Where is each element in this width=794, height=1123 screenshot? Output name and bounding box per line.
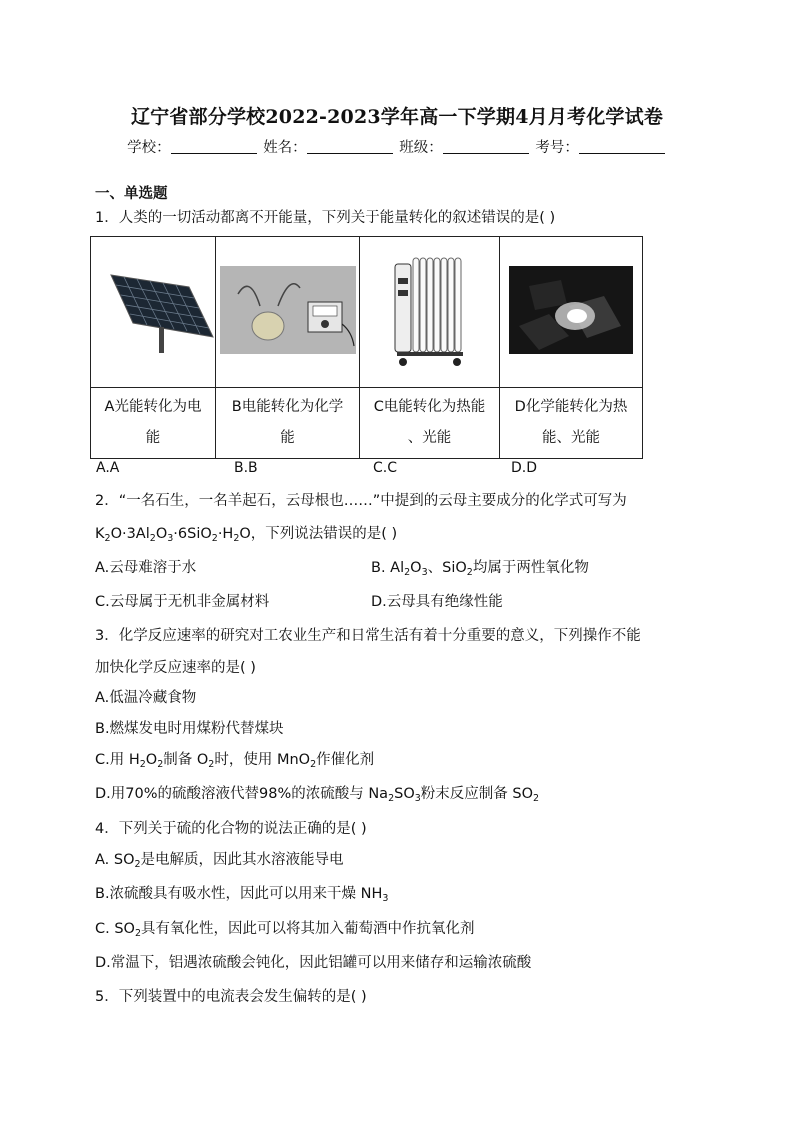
q4-option-b[interactable]: B.浓硫酸具有吸水性，因此可以用来干燥 $NH_3$ — [95, 886, 389, 904]
q4-stem: 4．下列关于硫的化合物的说法正确的是( ) — [95, 821, 367, 837]
q3-stem-line2: 加快化学反应速率的是( ) — [95, 660, 256, 676]
q2-option-d[interactable]: D.云母具有绝缘性能 — [371, 594, 503, 610]
q1-option-d[interactable]: D.D — [511, 460, 538, 476]
name-field[interactable] — [307, 139, 393, 154]
class-field[interactable] — [443, 139, 529, 154]
oil-heater-icon — [385, 248, 475, 372]
q1-stem: 1．人类的一切活动都离不开能量，下列关于能量转化的叙述错误的是( ) — [95, 210, 556, 226]
q1-cell-b-text: B电能转化为化学 能 — [216, 388, 360, 459]
solar-panel-icon — [91, 265, 215, 355]
q2-option-b[interactable]: B. $Al_2O_3$、SiO$_2$均属于两性氧化物 — [371, 560, 589, 578]
q3-option-b[interactable]: B.燃煤发电时用煤粉代替煤块 — [95, 721, 284, 737]
exam-no-label: 考号： — [535, 140, 579, 156]
q3-option-a[interactable]: A.低温冷藏食物 — [95, 690, 197, 706]
q1-cell-a-image — [91, 237, 216, 388]
q2-formula: $K_2O\cdot 3Al_2O_3\cdot 6SiO_2\cdot H_2O$，下列说法错误的是( ) — [95, 526, 398, 544]
burning-coal-icon — [509, 266, 633, 354]
q4-option-d[interactable]: D.常温下，铝遇浓硫酸会钝化，因此铝罐可以用来储存和运输浓硫酸 — [95, 955, 532, 971]
q2-option-c[interactable]: C.云母属于无机非金属材料 — [95, 594, 270, 610]
name-label: 姓名： — [263, 140, 307, 156]
q1-cell-d-image — [500, 237, 643, 388]
q1-cell-a-text: A光能转化为电 能 — [91, 388, 216, 459]
q4-option-c[interactable]: C. $SO_2$具有氧化性，因此可以将其加入葡萄酒中作抗氧化剂 — [95, 921, 475, 939]
q1-cell-d-text: D化学能转化为热 能、光能 — [500, 388, 643, 459]
electrochemistry-apparatus-icon — [220, 266, 356, 354]
class-label: 班级： — [399, 140, 443, 156]
q1-option-c[interactable]: C.C — [373, 460, 398, 476]
q1-option-a[interactable]: A.A — [96, 460, 120, 476]
q3-stem-line1: 3．化学反应速率的研究对工农业生产和日常生活有着十分重要的意义，下列操作不能 — [95, 628, 641, 644]
section-title: 一、单选题 — [95, 186, 168, 202]
q1-cell-b-image — [216, 237, 360, 388]
q3-option-c[interactable]: C.用 $H_2O_2$制备 $O_2$时，使用 MnO$_2$作催化剂 — [95, 752, 375, 770]
q5-stem: 5．下列装置中的电流表会发生偏转的是( ) — [95, 989, 367, 1005]
q1-cell-c-image — [360, 237, 500, 388]
q1-option-table — [90, 236, 643, 459]
school-field[interactable] — [171, 139, 257, 154]
q3-option-d[interactable]: D.用70%的硫酸溶液代替98%的浓硫酸与 $Na_2SO_3$粉末反应制备 $SO_2$ — [95, 786, 540, 804]
q4-option-a[interactable]: A. $SO_2$是电解质，因此其水溶液能导电 — [95, 852, 344, 870]
q1-option-b[interactable]: B.B — [234, 460, 258, 476]
q2-stem: 2．“一名石生，一名羊起石，云母根也……”中提到的云母主要成分的化学式可写为 — [95, 493, 627, 509]
school-label: 学校： — [127, 140, 171, 156]
exam-no-field[interactable] — [579, 139, 665, 154]
q2-option-a[interactable]: A.云母难溶于水 — [95, 560, 197, 576]
q1-cell-c-text: C电能转化为热能 、光能 — [360, 388, 500, 459]
page-title: 辽宁省部分学校2022-2023学年高一下学期4月月考化学试卷 — [130, 106, 664, 128]
student-info-line — [0, 136, 794, 157]
